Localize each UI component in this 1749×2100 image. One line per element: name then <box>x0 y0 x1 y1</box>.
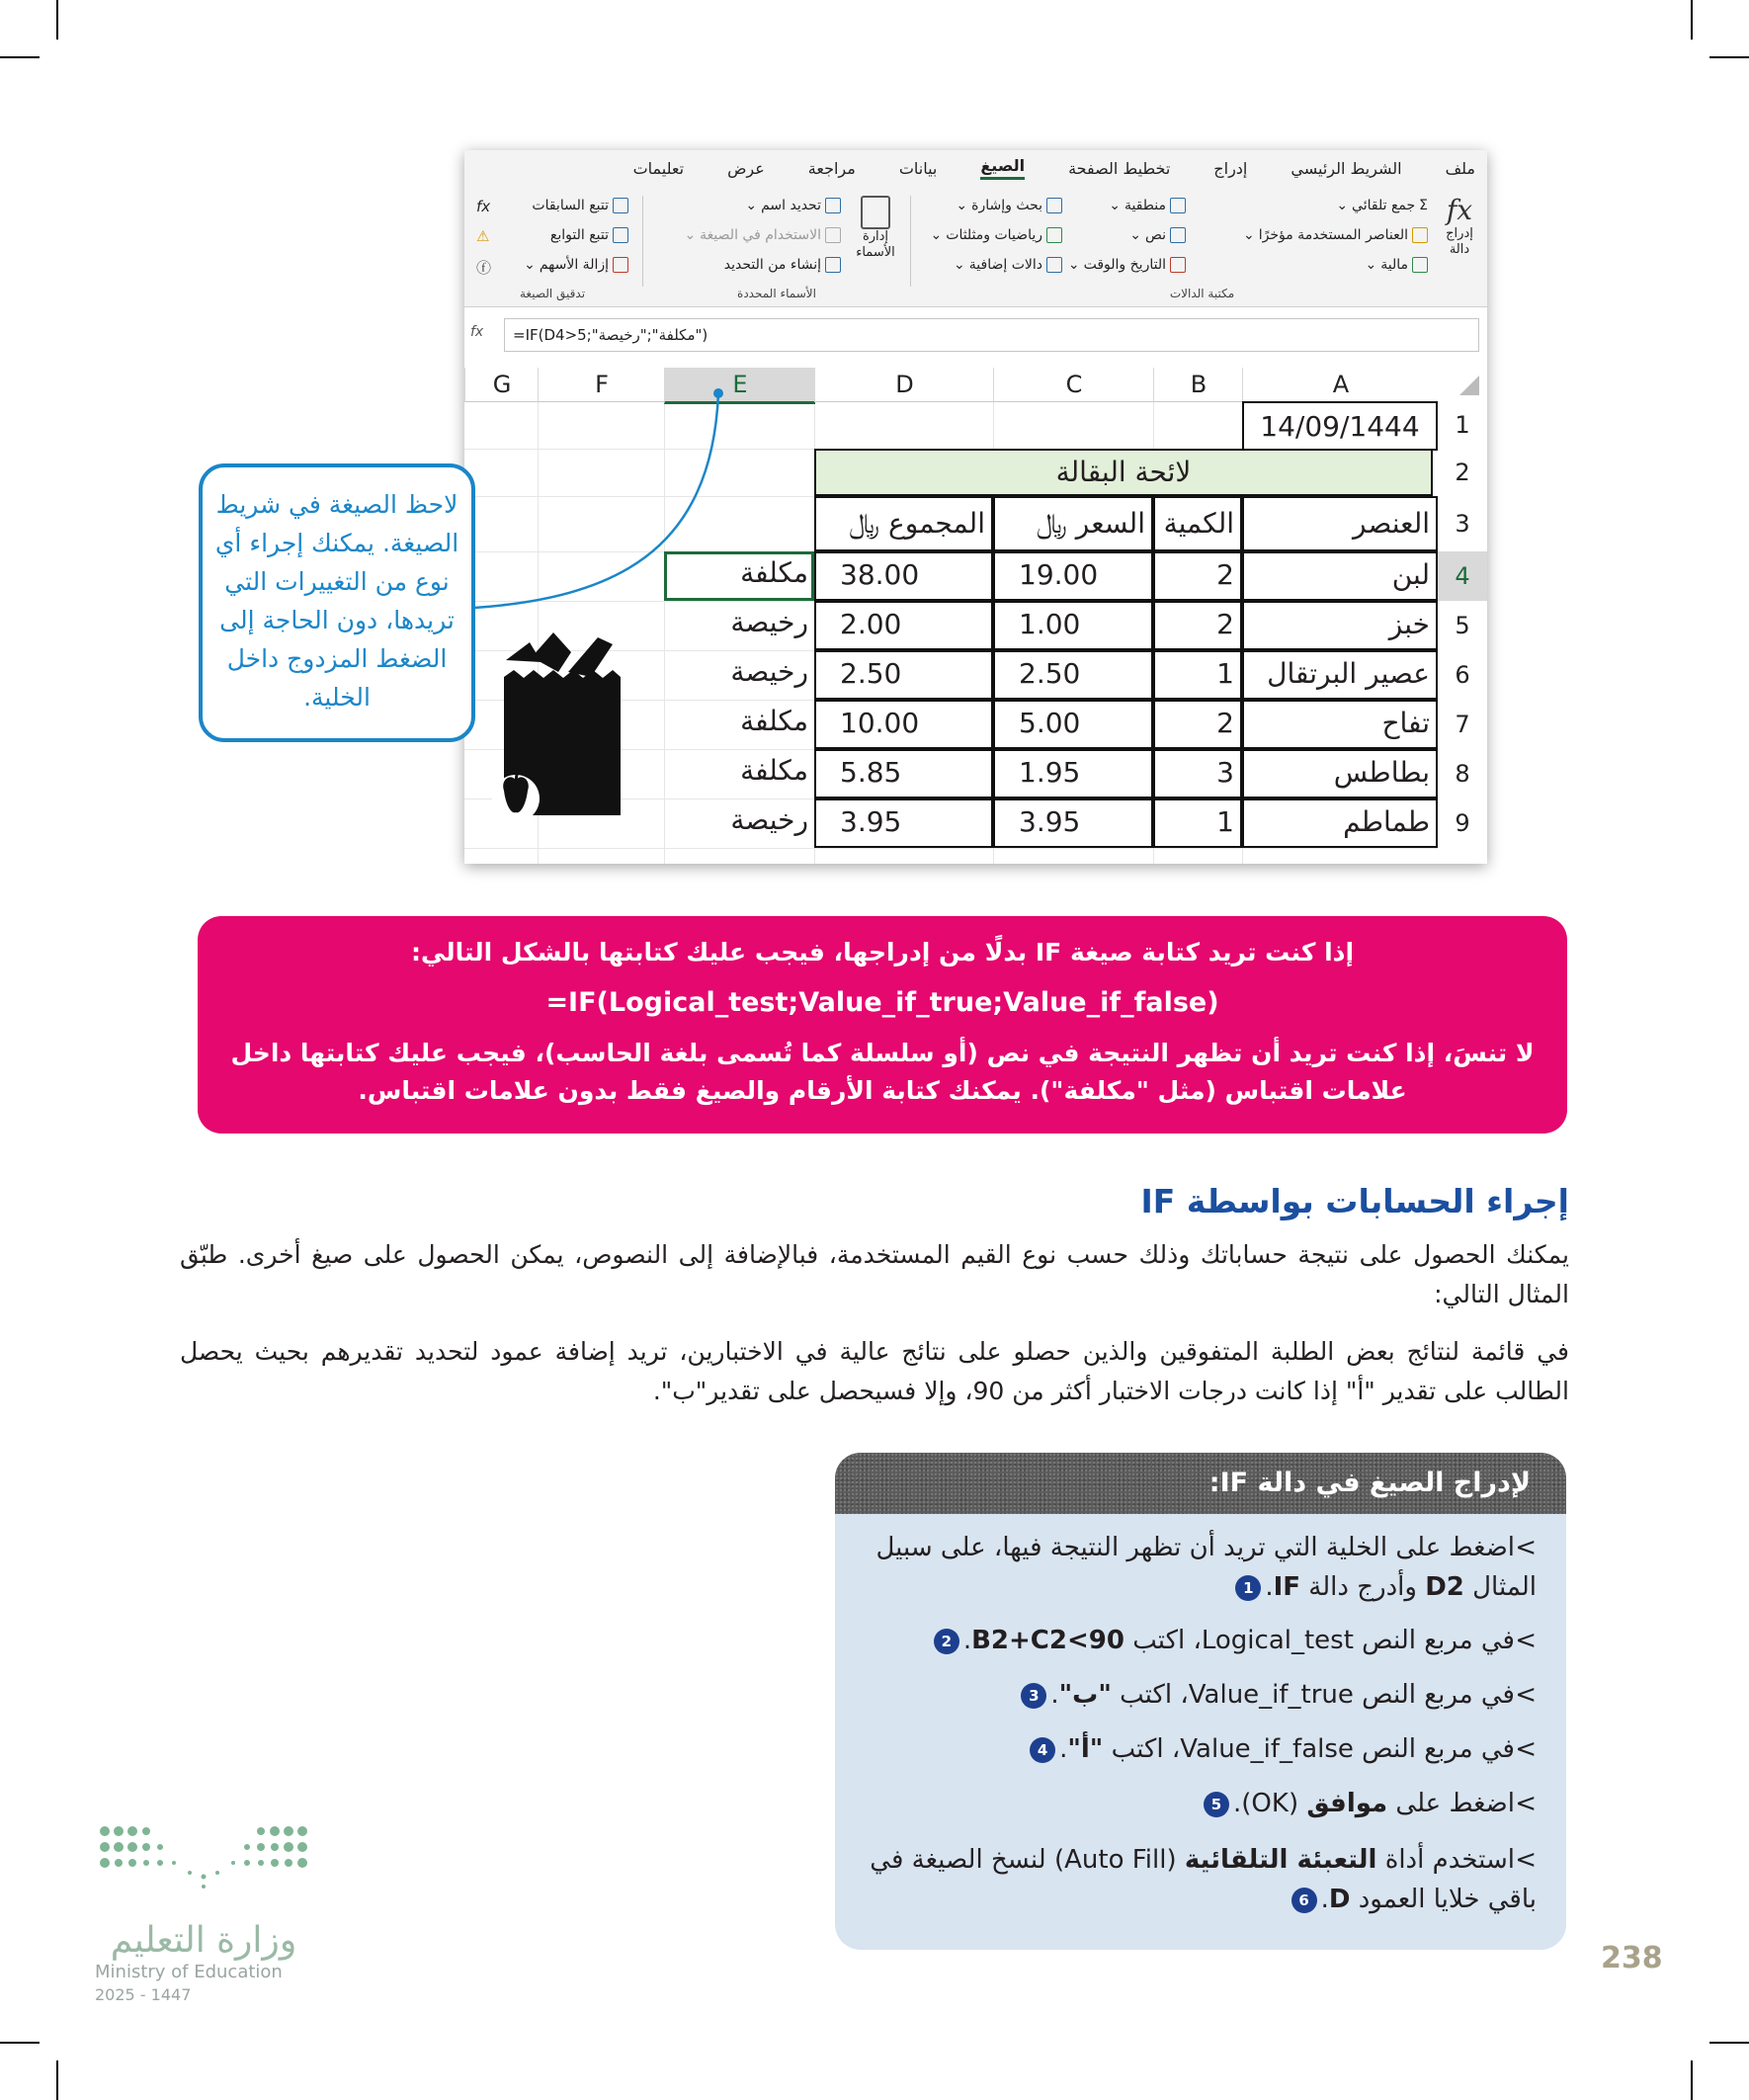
step-number-badge: 5 <box>1204 1792 1229 1817</box>
more-functions-button[interactable]: دالات إضافية ⌄ <box>954 257 1062 273</box>
ministry-logo <box>95 1821 312 2009</box>
cell-item[interactable]: لبن <box>1242 551 1438 601</box>
grocery-bag-icon <box>484 632 632 825</box>
use-in-formula-icon <box>825 227 841 243</box>
remove-arrows-icon <box>613 257 628 273</box>
logo-english-name: Ministry of Education <box>95 1962 283 1982</box>
row-header-1[interactable]: 1 <box>1438 401 1487 449</box>
ribbon-separator <box>642 196 643 287</box>
formula-auditing-group <box>464 186 640 306</box>
crop-mark <box>0 2042 40 2044</box>
step-item: >اضغط على موافق (OK).5 <box>855 1784 1537 1823</box>
tab-data[interactable]: بيانات <box>898 158 938 178</box>
ribbon-tabs <box>464 150 1487 186</box>
column-header-d[interactable]: D <box>814 368 994 402</box>
trace-dependents-button[interactable]: تتبع التوابع <box>550 227 628 243</box>
tab-review[interactable]: مراجعة <box>807 158 856 178</box>
cell-price[interactable]: 19.00 <box>993 551 1153 601</box>
header-quantity[interactable]: الكمية <box>1153 496 1242 551</box>
fx-icon: fx <box>1446 194 1473 226</box>
steps-box <box>835 1453 1566 1950</box>
financial-icon <box>1412 257 1428 273</box>
remove-arrows-button[interactable]: إزالة الأسهم ⌄ <box>524 257 628 273</box>
cell-total[interactable]: 2.50 <box>814 650 993 700</box>
cell-item[interactable]: عصير البرتقال <box>1242 650 1438 700</box>
grid-line <box>464 848 1438 849</box>
crop-mark <box>1691 2060 1693 2100</box>
text-button[interactable]: نص ⌄ <box>1129 227 1186 243</box>
cell-quantity[interactable]: 2 <box>1153 551 1242 601</box>
error-checking-icon[interactable]: ⚠ <box>476 227 490 245</box>
row-header-2[interactable]: 2 <box>1438 449 1487 496</box>
ribbon <box>464 186 1487 307</box>
crop-mark <box>1691 0 1693 40</box>
show-formulas-icon[interactable]: fx <box>476 198 491 215</box>
more-functions-icon <box>1046 257 1062 273</box>
step-item: >في مربع النص Value_if_false، اكتب "أ".4 <box>855 1729 1537 1769</box>
column-header-b[interactable]: B <box>1153 368 1243 402</box>
note-line-3: لا تنسَ، إذا كنت تريد أن تظهر النتيجة في نص (أو سلسلة كما تُسمى بلغة الحاسب)، فيجب عليك كتابتها داخل علامات اقتباس (مثل "مكلفة"). يمكنك كتابة الأرقام والصيغ فقط بدون علامات اقتباس. <box>230 1039 1535 1105</box>
row-header-6[interactable]: 6 <box>1438 650 1487 700</box>
cell-if-result[interactable]: مكلفة <box>740 556 808 589</box>
crop-mark <box>0 56 40 58</box>
cell-quantity[interactable]: 2 <box>1153 700 1242 749</box>
tab-formulas[interactable]: الصيغ <box>980 156 1025 180</box>
step-number-badge: 3 <box>1021 1683 1046 1709</box>
cell-price[interactable]: 5.00 <box>993 700 1153 749</box>
if-syntax-note <box>198 916 1567 1134</box>
step-item: >في مربع النص Value_if_true، اكتب "ب".3 <box>855 1675 1537 1715</box>
row-header-5[interactable]: 5 <box>1438 601 1487 650</box>
header-price[interactable]: السعر ﷼ <box>993 496 1153 551</box>
name-manager-button[interactable]: إدارة الأسماء <box>851 196 900 261</box>
cell-item[interactable]: خبز <box>1242 601 1438 650</box>
clock-icon <box>1170 257 1186 273</box>
cell-price[interactable]: 1.00 <box>993 601 1153 650</box>
lookup-icon <box>1046 198 1062 213</box>
cell-if-result[interactable]: رخيصة <box>730 803 808 836</box>
step-number-badge: 1 <box>1235 1575 1261 1601</box>
lookup-button[interactable]: بحث وإشارة ⌄ <box>956 198 1062 213</box>
cell-total[interactable]: 10.00 <box>814 700 993 749</box>
fx-icon[interactable]: fx <box>470 324 484 340</box>
cell-total[interactable]: 3.95 <box>814 798 993 848</box>
cell-if-result[interactable]: رخيصة <box>730 606 808 638</box>
cell-total[interactable]: 38.00 <box>814 551 993 601</box>
autosum-button[interactable]: Σ جمع تلقائي ⌄ <box>1336 198 1428 213</box>
name-manager-icon <box>861 196 890 229</box>
library-caption: مكتبة الدالات <box>1169 287 1235 300</box>
column-header-f[interactable]: F <box>538 368 665 402</box>
column-header-g[interactable]: G <box>464 368 539 402</box>
column-header-e[interactable]: E <box>664 368 815 404</box>
row-header-7[interactable]: 7 <box>1438 700 1487 749</box>
recently-used-button[interactable]: العناصر المستخدمة مؤخرًا ⌄ <box>1243 227 1428 243</box>
cell-quantity[interactable]: 1 <box>1153 650 1242 700</box>
tab-file[interactable]: ملف <box>1445 158 1475 178</box>
evaluate-formula-icon[interactable]: ⓕ <box>476 259 492 277</box>
note-formula: =IF(Logical_test;Value_if_true;Value_if_false) <box>545 987 1219 1018</box>
define-name-button[interactable]: تحديد اسم ⌄ <box>745 198 841 213</box>
row-header-3[interactable]: 3 <box>1438 496 1487 551</box>
cell-a1-date[interactable]: 14/09/1444 <box>1242 401 1438 451</box>
logo-arabic-name: وزارة التعليم <box>110 1920 297 1961</box>
row-header-9[interactable]: 9 <box>1438 798 1487 848</box>
tab-home[interactable]: الشريط الرئيسي <box>1291 158 1402 178</box>
select-all-corner[interactable] <box>1438 368 1487 402</box>
triangle-icon <box>1459 376 1479 395</box>
defined-names-group <box>647 186 906 306</box>
logical-button[interactable]: منطقية ⌄ <box>1109 198 1186 213</box>
step-item: >اضغط على الخلية التي تريد أن تظهر النتيجة فيها، على سبيل المثال D2 وأدرج دالة IF.1 <box>875 1533 1537 1602</box>
formula-bar-callout: لاحظ الصيغة في شريط الصيغة. يمكنك إجراء أي نوع من التغييرات التي تريدها، دون الحاجة إلى الضغط المزدوج داخل الخلية. <box>199 463 475 742</box>
header-item[interactable]: العنصر <box>1242 496 1438 551</box>
tab-view[interactable]: عرض <box>727 158 765 178</box>
use-in-formula-button: الاستخدام في الصيغة ⌄ <box>684 227 841 243</box>
cell-quantity[interactable]: 3 <box>1153 749 1242 798</box>
section-title: إجراء الحسابات بواسطة IF <box>1140 1182 1569 1220</box>
grocery-list-title[interactable]: لائحة البقالة <box>814 449 1433 496</box>
callout-connector <box>464 376 731 623</box>
formula-bar <box>464 318 1487 352</box>
cell-price[interactable]: 1.95 <box>993 749 1153 798</box>
cell-quantity[interactable]: 1 <box>1153 798 1242 848</box>
column-header-a[interactable]: A <box>1242 368 1439 402</box>
cell-total[interactable]: 5.85 <box>814 749 993 798</box>
grid-icon <box>825 257 841 273</box>
names-caption: الأسماء المحددة <box>737 287 816 300</box>
logical-icon <box>1170 198 1186 213</box>
formula-input[interactable]: =IF(D4>5;"مكلفة";"رخيصة") <box>504 318 1479 352</box>
sigma-icon: Σ <box>1419 198 1428 213</box>
paragraph-example: في قائمة لنتائج بعض الطلبة المتفوقين والذين حصلو على نتائج عالية في الاختبارين، تريد إضافة عمود لتحديد تقديرهم بحيث يحصل الطالب على تقدير "أ" إذا كانت درجات الاختبار أكثر من 90، وإلا فسيحصل على تقدير"ب". <box>180 1337 1569 1405</box>
cell-total[interactable]: 2.00 <box>814 601 993 650</box>
note-line-1: إذا كنت تريد كتابة صيغة IF بدلًا من إدراجها، فيجب عليك كتابتها بالشكل التالي: <box>410 938 1355 966</box>
crop-mark <box>56 0 58 40</box>
auditing-caption: تدقيق الصيغة <box>519 287 586 300</box>
cell-price[interactable]: 2.50 <box>993 650 1153 700</box>
financial-button[interactable]: مالية ⌄ <box>1366 257 1429 273</box>
trace-precedents-button[interactable]: تتبع السابقات <box>532 198 628 213</box>
tag-icon <box>825 198 841 213</box>
cell-if-result[interactable]: رخيصة <box>730 655 808 688</box>
insert-function-button[interactable]: fx إدراج دالة <box>1440 194 1479 258</box>
logo-year: 2025 - 1447 <box>95 1985 192 2004</box>
cell-item[interactable]: طماطم <box>1242 798 1438 848</box>
crop-mark <box>56 2060 58 2100</box>
trace-precedents-icon <box>613 198 628 213</box>
step-number-badge: 2 <box>934 1629 959 1654</box>
logo-dots-icon <box>95 1821 312 1890</box>
steps-title: لإدراج الصيغ في دالة IF: <box>835 1453 1566 1514</box>
paragraph-intro: يمكنك الحصول على نتيجة حساباتك وذلك حسب نوع القيم المستخدمة، فبالإضافة إلى النصوص، يمكن الحصول على صيغ أخرى. طبّق المثال التالي: <box>180 1240 1569 1308</box>
step-number-badge: 6 <box>1291 1888 1317 1913</box>
row-header-4[interactable]: 4 <box>1438 551 1487 601</box>
cell-if-result[interactable]: مكلفة <box>740 705 808 737</box>
cell-item[interactable]: تفاح <box>1242 700 1438 749</box>
crop-mark <box>1709 2042 1749 2044</box>
math-icon <box>1046 227 1062 243</box>
step-item: >في مربع النص Logical_test، اكتب B2+C2<90.2 <box>855 1621 1537 1660</box>
tab-insert[interactable]: إدراج <box>1213 158 1248 178</box>
page-number: 238 <box>1601 1941 1663 1975</box>
header-total[interactable]: المجموع ﷼ <box>814 496 993 551</box>
ribbon-separator <box>910 196 911 287</box>
cell-if-result[interactable]: مكلفة <box>740 754 808 787</box>
column-header-c[interactable]: C <box>993 368 1154 402</box>
cell-quantity[interactable]: 2 <box>1153 601 1242 650</box>
trace-dependents-icon <box>613 227 628 243</box>
cell-item[interactable]: بطاطس <box>1242 749 1438 798</box>
star-icon <box>1412 227 1428 243</box>
crop-mark <box>1709 56 1749 58</box>
create-from-selection-button[interactable]: إنشاء من التحديد <box>724 257 841 273</box>
date-time-button[interactable]: التاريخ والوقت ⌄ <box>1068 257 1186 273</box>
step-item: >استخدم أداة التعبئة التلقائية (Auto Fill) لنسخ الصيغة في باقي خلايا العمود D.6 <box>870 1845 1537 1914</box>
text-icon <box>1170 227 1186 243</box>
function-library-group <box>917 186 1487 306</box>
math-button[interactable]: رياضيات ومثلثات ⌄ <box>931 227 1062 243</box>
row-header-8[interactable]: 8 <box>1438 749 1487 798</box>
step-number-badge: 4 <box>1030 1737 1055 1763</box>
cell-price[interactable]: 3.95 <box>993 798 1153 848</box>
tab-page-layout[interactable]: تخطيط الصفحة <box>1068 158 1171 178</box>
tab-help[interactable]: تعليمات <box>632 158 685 178</box>
